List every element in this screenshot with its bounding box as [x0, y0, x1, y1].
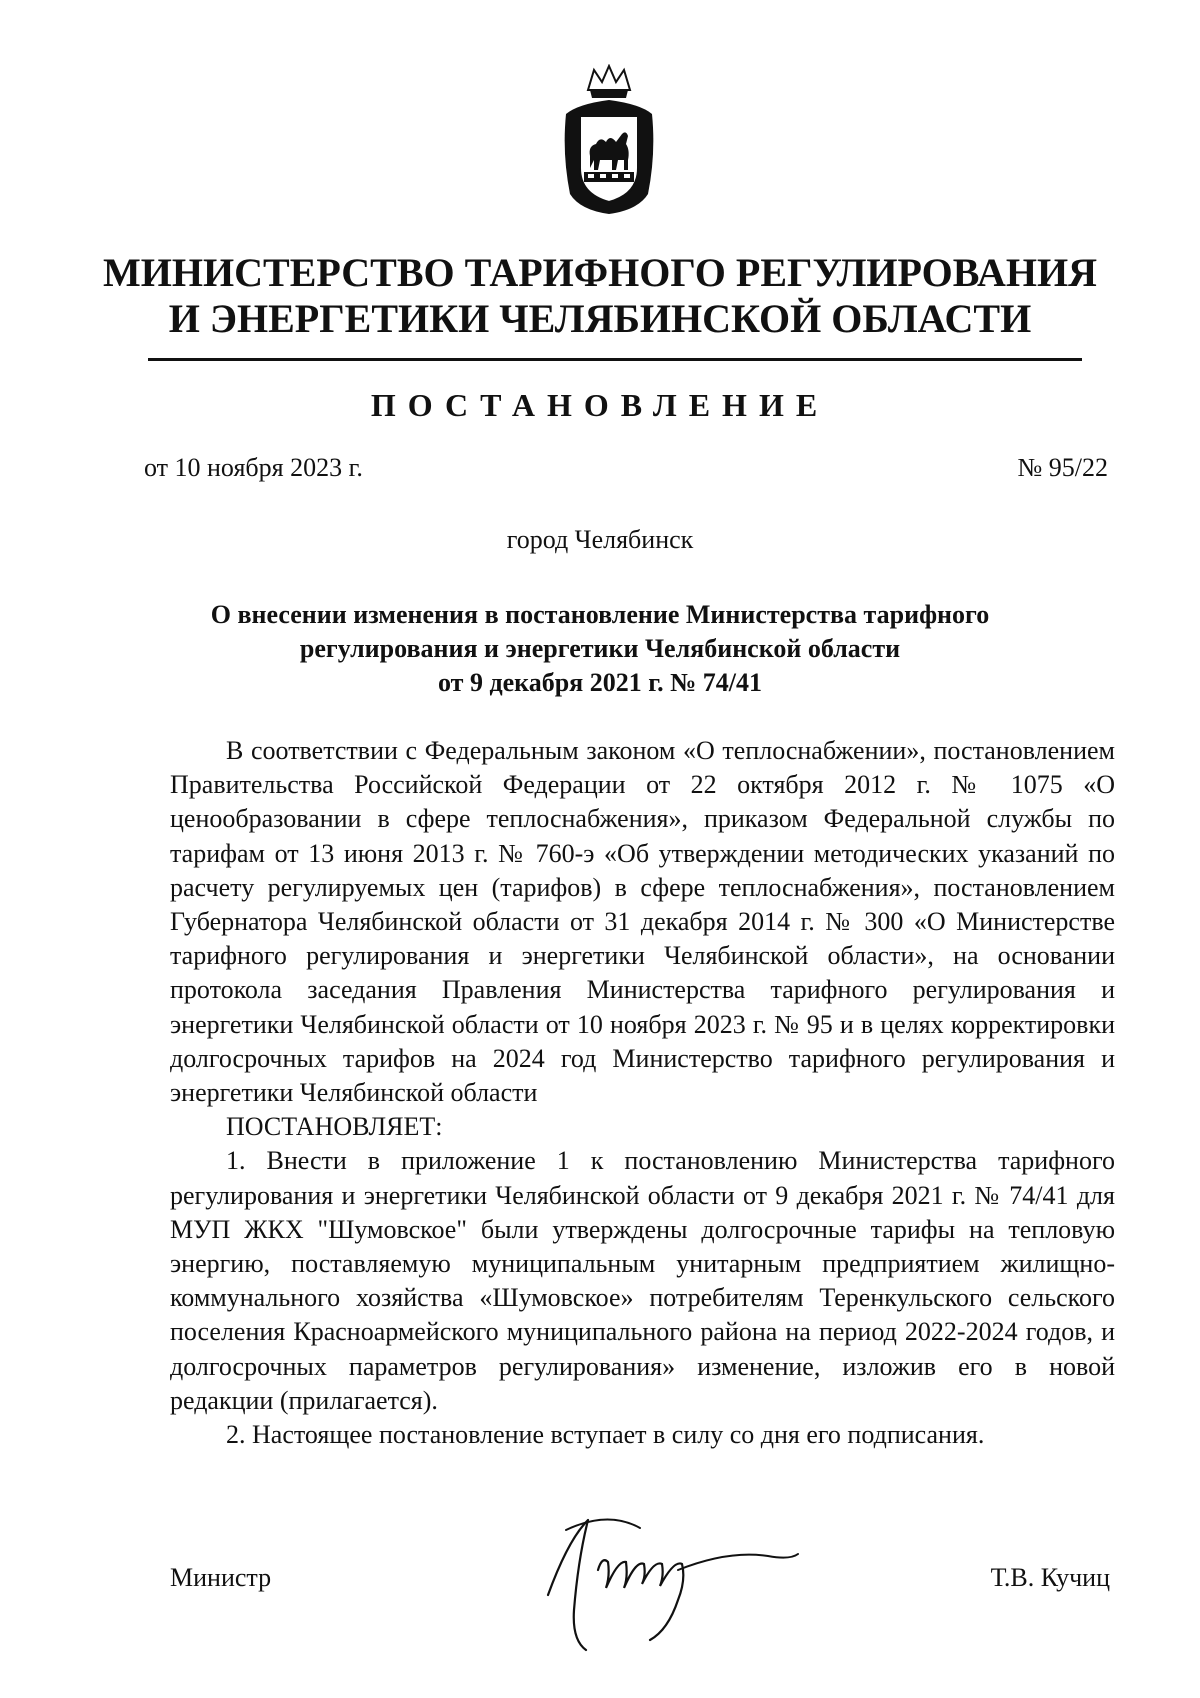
- document-subject: [170, 598, 1030, 700]
- preamble-paragraph: В соответствии с Федеральным законом «О теплоснабжении», постановлением Правительства Российской Федерации от 22 октября 2012 г. № 1075 «О ценообразовании в сфере теплоснабжения», приказом Федеральной службы по тарифам от 13 июня 2013 г. № 760-э «Об утверждении методических указаний по расчету регулируемых цен (тарифов) в сфере теплоснабжения», постановлением Губернатора Челябинской области от 31 декабря 2014 г. № 300 «О Министерстве тарифного регулирования и энергетики Челябинской области», на основании протокола заседания Правления Министерства тарифного регулирования и энергетики Челябинской области от 10 ноября 2023 г. № 95 и в целях корректировки долгосрочных тарифов на 2024 год Министерство тарифного регулирования и энергетики Челябинской области: [170, 736, 1115, 1108]
- subject-line3: от 9 декабря 2021 г. № 74/41: [438, 668, 762, 697]
- ministry-name-line2: И ЭНЕРГЕТИКИ ЧЕЛЯБИНСКОЙ ОБЛАСТИ: [168, 296, 1032, 341]
- subject-line2: регулирования и энергетики Челябинской области: [299, 634, 901, 663]
- ministry-name-line1: МИНИСТЕРСТВО ТАРИФНОГО РЕГУЛИРОВАНИЯ: [103, 250, 1097, 295]
- header-divider: [148, 358, 1082, 361]
- signer-title: Министр: [170, 1563, 272, 1592]
- item-1-paragraph: 1. Внести в приложение 1 к постановлению Министерства тарифного регулирования и энергетики Челябинской области от 9 декабря 2021 г. № 74/41 для МУП ЖКХ "Шумовское" были утверждены долгосрочные тарифы на тепловую энергию, поставляемую муниципальным унитарным предприятием жилищно-коммунального хозяйства «Шумовское» потребителям Теренкульского сельского поселения Красноармейского муниципального района на период 2022-2024 годов, и долгосрочных параметров регулирования» изменение, изложив его в новой редакции (прилагается).: [170, 1146, 1115, 1415]
- signer-name: Т.В. Кучиц: [990, 1563, 1110, 1592]
- coat-of-arms-icon: [560, 64, 658, 216]
- decree-word: ПОСТАНОВЛЯЕТ:: [226, 1112, 443, 1142]
- subject-line1: О внесении изменения в постановление Министерства тарифного: [210, 600, 990, 629]
- document-type-title: ПОСТАНОВЛЕНИЕ: [370, 387, 830, 423]
- signature-icon: [528, 1500, 818, 1660]
- document-body: [170, 734, 1115, 1452]
- document-city: город Челябинск: [506, 525, 694, 554]
- document-number: № 95/22: [1017, 453, 1108, 482]
- document-date: от 10 ноября 2023 г.: [144, 453, 363, 482]
- item-2-paragraph: 2. Настоящее постановление вступает в силу со дня его подписания.: [226, 1420, 985, 1450]
